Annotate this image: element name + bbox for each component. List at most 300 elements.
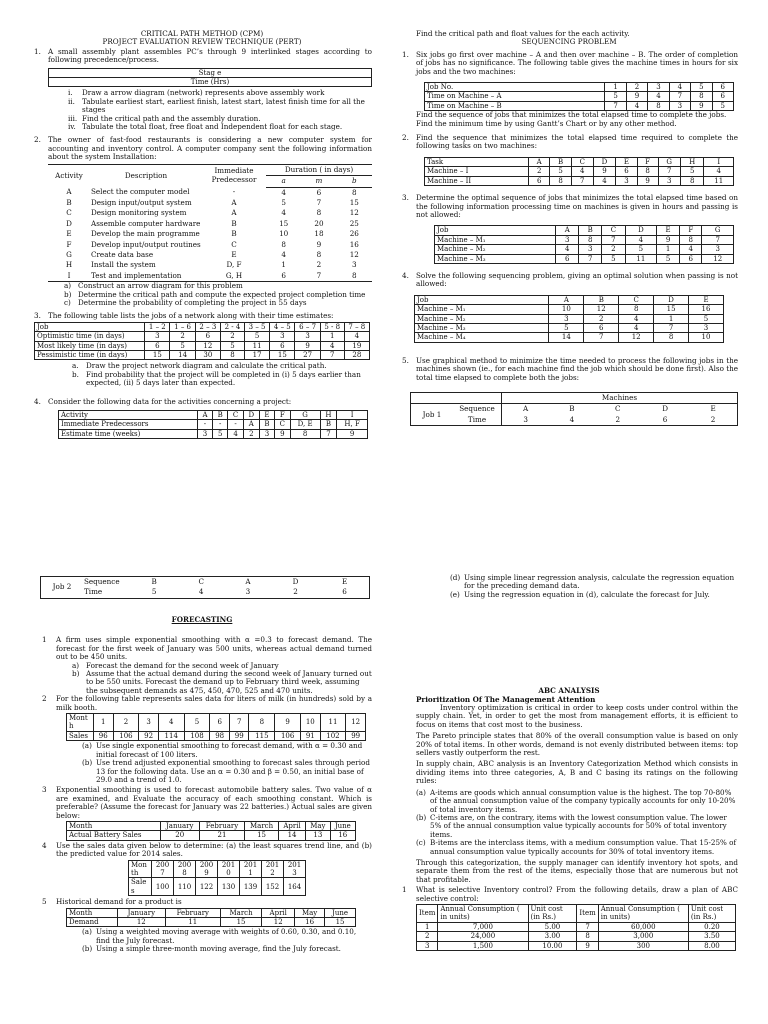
table-cell: 5: [680, 167, 704, 176]
row-label: Machine – M₁: [435, 235, 556, 244]
question-text: Find the sequence that minimizes the total elapsed time required to complete the following tasks on two machines:: [416, 133, 738, 151]
table-cell: E: [66, 229, 72, 239]
table-cell: 5.00: [528, 922, 577, 931]
table-cell: 5: [281, 197, 286, 207]
table-cell: 15: [220, 918, 261, 927]
sub-item: [68, 98, 372, 115]
table-cell: 1,500: [438, 941, 528, 950]
item-text: Using simple linear regression analysis, calculate the regression equation for the preceding demand data.: [464, 573, 735, 591]
col-header: Item: [417, 904, 438, 922]
table-cell: 15: [245, 831, 279, 840]
description-cell: Design input/output system: [91, 197, 192, 207]
seq-cell: C: [198, 577, 204, 586]
col-header: Annual Consumption ( in units): [598, 904, 688, 922]
sales-cell: 122: [196, 878, 218, 896]
table-cell: 8: [680, 176, 704, 185]
table-row: [35, 332, 370, 341]
table-row: [415, 295, 724, 304]
item-text: Draw a arrow diagram (network) represents above assembly work: [82, 88, 325, 98]
month-cell: 6: [210, 714, 230, 732]
table-cell: I: [704, 157, 734, 166]
abc-para-2: The Pareto principle states that 80% of the overall consumption value is based on only 20% of total items. In other words, demand is not evenly distributed between items: top sellers vastly outperform the rest.: [416, 731, 738, 758]
month-cell: 8: [249, 714, 275, 732]
table-cell: 12: [262, 918, 295, 927]
table-cell: May: [295, 908, 325, 917]
table-cell: E: [616, 157, 637, 166]
table-cell: 26: [349, 229, 359, 239]
table-cell: 4: [593, 176, 615, 185]
seq-cell: C: [614, 404, 621, 414]
row-label: Machine – M₃: [435, 254, 556, 263]
question-text: Determine the optimal sequence of jobs that minimizes the total elapsed time based on the following information processing time on machines is given in hours and passing is not allowed:: [416, 193, 738, 219]
table-cell: 6: [270, 341, 295, 350]
sales-cell: 108: [184, 731, 210, 740]
question-number: 1: [42, 635, 47, 645]
time-cell: 3: [523, 414, 528, 424]
job1-table: [410, 392, 738, 426]
table-cell: 2: [529, 167, 550, 176]
table-cell: E: [259, 411, 274, 420]
table-row: [48, 260, 372, 270]
table-cell: 8: [316, 208, 322, 218]
table-row: [435, 235, 734, 244]
table-cell: May: [306, 821, 331, 830]
month-cell: 1: [94, 714, 114, 732]
table-row: [435, 245, 734, 254]
forecast-q2-items: [32, 742, 372, 784]
col-header: Annual Consumption ( in units): [438, 904, 528, 922]
description-cell: Install the system: [91, 260, 156, 270]
table-cell: 9: [316, 239, 322, 249]
table-cell: March: [220, 908, 261, 917]
right-lower: [400, 574, 738, 951]
year-cell: 200 9: [196, 860, 218, 878]
table-cell: 2: [243, 429, 259, 438]
table-cell: 6: [529, 176, 550, 185]
table-cell: C: [66, 208, 72, 218]
table-row: [415, 333, 724, 342]
table-cell: 1: [657, 245, 680, 254]
table-cell: 6: [584, 323, 619, 332]
item-text: Using a weighted moving average with weights of 0.60, 0.30, and 0.10, find the July forecast.: [96, 927, 357, 945]
table-cell: B: [579, 226, 602, 235]
item-text: A-items are goods which annual consumption value is the highest. The top 70-80% of the annual consumption value of the company typically accounts for only 10-20% of total inventory items.: [430, 787, 736, 814]
time-header: Time (Hrs): [49, 78, 372, 87]
sub-item: [416, 814, 738, 839]
table-cell: 0.20: [688, 922, 735, 931]
seq-question-1: [400, 51, 738, 76]
col-header: 1 – 2: [145, 322, 170, 331]
machines-header: Machines: [502, 393, 738, 404]
table-cell: 9: [657, 235, 680, 244]
table-cell: 12: [349, 249, 359, 259]
table-cell: 8: [619, 305, 654, 314]
table-cell: C: [571, 157, 593, 166]
table-cell: I: [337, 411, 368, 420]
time-cell: 4: [198, 587, 204, 597]
question-text: For the following table represents sales data for liters of milk (in hundreds) sold by a milk booth.: [56, 694, 372, 712]
table-cell: D: [593, 157, 615, 166]
table-cell: 7: [654, 323, 689, 332]
question-number: 2.: [402, 133, 409, 143]
abc-subtitle: Prioritization Of The Management Attention: [416, 694, 596, 704]
year-cell: 201 0: [218, 860, 240, 878]
table-cell: 12: [619, 333, 654, 342]
sales-cell: 152: [262, 878, 284, 896]
time-cell: 4: [569, 414, 575, 424]
table-cell: -: [232, 187, 236, 197]
table-cell: G: [658, 157, 680, 166]
table-cell: 7: [602, 235, 625, 244]
table-cell: A: [66, 187, 72, 197]
table-cell: 3: [295, 332, 320, 341]
table-cell: 7: [579, 254, 602, 263]
item-text: Find probability that the project will be completed in (i) 5 days earlier than expected, (ii) 5 days later than expected.: [86, 369, 361, 388]
stage-header: Stag e: [49, 68, 372, 77]
milk-sales-table: [66, 713, 366, 741]
battery-sales-table: [66, 821, 356, 841]
table-cell: 12: [349, 208, 359, 218]
sales-cell: 110: [174, 878, 196, 896]
sub-item: [68, 123, 372, 131]
col-header: 6 – 7: [295, 322, 320, 331]
row-label: Time on Machine – A: [425, 92, 605, 101]
table-cell: F: [637, 157, 658, 166]
table-cell: 7: [577, 922, 598, 931]
table-cell: B: [231, 229, 237, 239]
table-row: [425, 157, 734, 166]
table-cell: H, F: [337, 420, 368, 429]
cpm-q3-items: [32, 362, 372, 387]
table-cell: 15: [145, 351, 170, 360]
table-cell: 4: [625, 235, 657, 244]
table-cell: 7: [702, 235, 734, 244]
table-cell: 11: [625, 254, 657, 263]
table-cell: -: [197, 420, 212, 429]
col-header: 2 - 4: [220, 322, 244, 331]
col-header: Unit cost (in Rs.): [528, 904, 577, 922]
table-cell: 24,000: [438, 932, 528, 941]
question-text: Use the sales data given below to determine: (a) the least squares trend line, and (b) the predicted value for 2014 sales.: [56, 840, 372, 859]
table-cell: January: [160, 821, 199, 830]
month-cell: 2: [113, 714, 139, 732]
question-number: 5: [42, 897, 47, 907]
sub-item: [82, 928, 372, 945]
table-cell: 10: [279, 229, 289, 239]
table-cell: 7: [316, 197, 322, 207]
row-label: Mont h: [67, 714, 94, 732]
row-label: Time: [453, 415, 502, 426]
table-row: [435, 226, 734, 235]
forecast-question-4: [32, 842, 372, 859]
sub-item: [450, 591, 738, 599]
table-row: [35, 351, 370, 360]
table-cell: 300: [598, 941, 688, 950]
item-number: ii.: [68, 96, 75, 106]
time-cell: 2: [615, 414, 621, 424]
year-cell: 201 1: [240, 860, 262, 878]
description-cell: Create data base: [91, 249, 154, 259]
item-text: B-items are the interclass items, with a medium consumption value. That 15-25% of annual consumption value typically accounts for 30% of total inventory items.: [430, 838, 737, 856]
table-cell: 3: [669, 101, 690, 110]
row-label: Immediate Predecessors: [59, 420, 198, 429]
row-label: Optimistic time (in days): [35, 332, 145, 341]
month-cell: 5: [184, 714, 210, 732]
table-cell: B: [584, 295, 619, 304]
table-cell: 8: [680, 235, 702, 244]
trend-sales-table: [128, 860, 306, 897]
col-header: 4 – 5: [270, 322, 295, 331]
table-cell: 8: [352, 187, 357, 197]
row-label: Month: [67, 821, 161, 830]
item-text: Find the critical path and the assembly duration.: [82, 113, 261, 123]
year-cell: 200 8: [174, 860, 196, 878]
item-text: Assume that the actual demand during the second week of January turned out to be 550 units. Forecast the demand up to February third week, assuming the subsequent demands as 475, 450, 470, 525 and 470 units.: [86, 669, 372, 695]
table-cell: 7: [320, 351, 344, 360]
sub-item: [82, 742, 372, 759]
item-number: (b): [82, 944, 93, 954]
question-number: 5.: [402, 355, 409, 365]
col-header: 5 - 8: [320, 322, 344, 331]
item-number: (d): [450, 573, 461, 582]
table-cell: 5: [602, 254, 625, 263]
table-cell: D: [625, 226, 657, 235]
sales-cell: 92: [139, 731, 159, 740]
table-cell: C: [602, 226, 625, 235]
table-cell: 60,000: [598, 922, 688, 931]
sales-cell: 100: [152, 878, 174, 896]
sub-item: [82, 759, 372, 784]
sub-item: [72, 670, 372, 695]
abc-title: ABC ANALYSIS: [538, 686, 600, 696]
table-cell: 8: [579, 235, 602, 244]
table-cell: 1: [654, 314, 689, 323]
three-machine-table: [434, 225, 734, 264]
time-cell: 2: [293, 587, 298, 597]
forecasting-section: [32, 616, 372, 954]
row-label: Time on Machine – B: [425, 101, 605, 110]
table-cell: C: [275, 420, 291, 429]
table-cell: G: [290, 411, 320, 420]
cpm-question-2: [32, 136, 372, 161]
table-cell: 8: [648, 101, 669, 110]
row-label: Machine – M₄: [415, 333, 549, 342]
table-cell: 4: [571, 167, 593, 176]
seq-cell: B: [151, 577, 157, 586]
job2-table: [40, 576, 370, 599]
question-text: Six jobs go first over machine – A and then over machine – B. The order of completion of jobs has no significance. The following table gives the machine times in hours for six jobs and the two machines:: [416, 49, 738, 76]
question-text: A firm uses simple exponential smoothing with α =0.3 to forecast demand. The forecast for the first week of January was 500 units, whereas actual demand turned out to be 450 units.: [56, 635, 372, 662]
cpm-question-3: [32, 312, 372, 320]
description-cell: Develop the main programme: [91, 229, 200, 239]
col-header: 7 – 8: [344, 322, 369, 331]
question-text: The following table lists the jobs of a network along with their time estimates:: [48, 311, 334, 321]
table-cell: 16: [330, 831, 355, 840]
table-row: [35, 341, 370, 350]
item-text: Tabulate earliest start, earliest finish, latest start, latest finish time for all the stages: [82, 96, 365, 115]
forecast-question-1: [32, 636, 372, 661]
table-row: [415, 305, 724, 314]
table-cell: G: [702, 226, 734, 235]
table-cell: 12: [117, 918, 165, 927]
table-cell: 18: [314, 229, 324, 239]
sales-cell: 99: [346, 731, 366, 740]
question-number: 1.: [34, 46, 41, 56]
table-row: [425, 83, 734, 92]
table-cell: 20: [314, 218, 324, 228]
table-cell: 5: [605, 92, 626, 101]
table-cell: 8.00: [688, 941, 735, 950]
sales-cell: 114: [158, 731, 184, 740]
table-cell: 5: [220, 341, 244, 350]
table-cell: 2: [626, 83, 647, 92]
table-cell: H: [680, 157, 704, 166]
month-cell: 11: [320, 714, 346, 732]
pert-title: PROJECT EVALUATION REVIEW TECHNIQUE (PERT): [102, 37, 302, 47]
item-text: Construct an arrow diagram for this problem: [78, 281, 243, 291]
task-machine-table: [424, 157, 734, 186]
seq-cell: A: [245, 577, 251, 586]
table-cell: B: [66, 197, 72, 207]
table-cell: 9: [691, 101, 712, 110]
sales-cell: 130: [218, 878, 240, 896]
table-cell: D: [654, 295, 689, 304]
row-label: Most likely time (in days): [35, 341, 145, 350]
table-cell: 1: [417, 922, 438, 931]
row-label: Job: [415, 295, 549, 304]
sub-item: [72, 371, 372, 388]
item-number: a): [72, 660, 80, 670]
question-number: 3: [42, 785, 47, 795]
table-row: [48, 240, 372, 250]
table-row: [48, 219, 372, 229]
table-cell: C: [231, 239, 237, 249]
table-cell: 2: [602, 245, 625, 254]
row-label: Machine – M₂: [415, 314, 549, 323]
table-cell: 2: [170, 332, 195, 341]
row-label: Sequence: [84, 577, 120, 586]
forecast-question-5: [32, 898, 372, 906]
table-cell: February: [199, 821, 244, 830]
table-cell: 5: [657, 254, 680, 263]
time-cell: 2: [710, 414, 716, 424]
col-header: 2 – 3: [195, 322, 220, 331]
question-text: Consider the following data for the activities concerning a project:: [48, 396, 292, 406]
table-cell: 4: [556, 245, 579, 254]
table-cell: 9: [593, 167, 615, 176]
description-cell: Design monitoring system: [91, 208, 187, 218]
table-cell: 3: [197, 429, 212, 438]
table-cell: 4: [648, 92, 669, 101]
item-number: iii.: [68, 113, 78, 123]
table-cell: -: [228, 420, 244, 429]
abc-rules: [400, 789, 738, 856]
table-cell: 3: [616, 176, 637, 185]
table-cell: 9: [337, 429, 368, 438]
item-text: Use single exponential smoothing to forecast demand, with α = 0.30 and initial forecast of 100 liters.: [96, 741, 363, 759]
table-cell: 8: [691, 92, 712, 101]
table-cell: B: [320, 420, 337, 429]
item-number: c): [64, 297, 71, 307]
table-cell: B: [259, 420, 274, 429]
table-cell: 8: [281, 239, 286, 249]
month-cell: 4: [158, 714, 184, 732]
question-number: 2: [42, 694, 47, 704]
table-cell: 8: [550, 176, 572, 185]
table-cell: B: [231, 218, 237, 228]
table-cell: 16: [295, 918, 325, 927]
activity-table: [48, 164, 372, 281]
seq-cell: D: [292, 577, 299, 586]
description-cell: Select the computer model: [91, 187, 190, 197]
table-row: [425, 167, 734, 176]
col-header: 3 – 5: [244, 322, 269, 331]
time-cell: 5: [151, 587, 157, 597]
col-header: Item: [577, 904, 598, 922]
table-row: [417, 932, 736, 941]
table-cell: 3: [689, 323, 724, 332]
table-cell: 5: [691, 83, 712, 92]
table-cell: -: [213, 420, 228, 429]
table-cell: 14: [549, 333, 584, 342]
table-cell: E: [231, 249, 237, 259]
col-header: Activity: [48, 164, 90, 187]
table-cell: 8: [220, 351, 244, 360]
question-text: Solve the following sequencing problem, giving an optimal solution when passing is not allowed:: [416, 270, 738, 289]
row-label: Job: [435, 226, 556, 235]
sequencing-title: SEQUENCING PROBLEM: [521, 37, 617, 47]
col-subheader: b: [337, 176, 372, 187]
table-cell: 3: [556, 235, 579, 244]
table-cell: A: [243, 420, 259, 429]
cpm-q2-items: [48, 281, 372, 307]
table-cell: 1: [281, 260, 286, 270]
table-cell: 6: [281, 270, 286, 280]
table-row: [425, 92, 734, 101]
table-cell: 5: [689, 314, 724, 323]
row-label: Time: [84, 587, 103, 597]
table-cell: 4: [619, 323, 654, 332]
table-cell: G: [66, 249, 72, 259]
table-cell: 7: [584, 333, 619, 342]
table-cell: 3: [145, 332, 170, 341]
sales-cell: 115: [249, 731, 275, 740]
table-cell: 27: [295, 351, 320, 360]
table-cell: 5: [170, 341, 195, 350]
table-cell: D, E: [290, 420, 320, 429]
item-number: (c): [416, 838, 426, 848]
row-label: Estimate time (weeks): [59, 429, 198, 438]
sales-cell: 164: [284, 878, 306, 896]
table-cell: 17: [244, 351, 269, 360]
sub-item: [416, 789, 738, 814]
table-cell: 30: [195, 351, 220, 360]
table-cell: June: [325, 908, 356, 917]
table-cell: 13: [306, 831, 331, 840]
cpm-question-1: [32, 48, 372, 65]
row-label: Sequence: [453, 404, 502, 415]
item-text: Use trend adjusted exponential smoothing to forecast sales through period 13 for the following data. Use an α = 0.30 and β = 0.50, an initial base of 29.0 and a trend of 1.0.: [96, 758, 370, 784]
time-cell: 6: [342, 587, 347, 597]
abc-table: [416, 904, 736, 951]
table-cell: 3: [352, 260, 357, 270]
year-cell: 201 2: [262, 860, 284, 878]
table-cell: February: [165, 908, 220, 917]
row-label: Task: [425, 157, 529, 166]
item-number: a): [64, 281, 72, 291]
table-cell: 11: [704, 176, 734, 185]
item-number: (a): [82, 741, 92, 751]
